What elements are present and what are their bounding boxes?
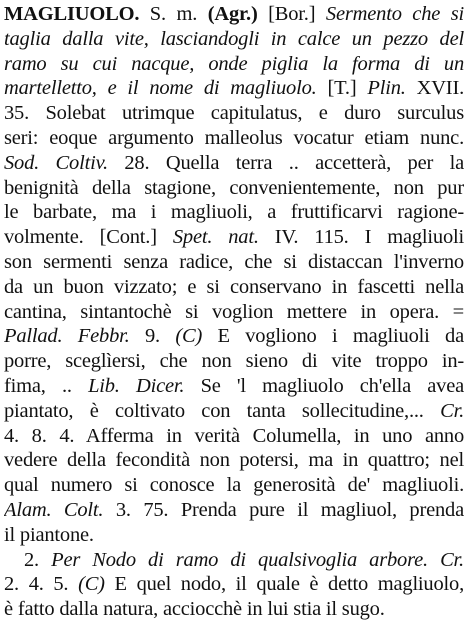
entry-text-segment: (C) [175, 325, 203, 348]
entry-line [4, 101, 464, 126]
entry-text-segment: [T.] [316, 77, 368, 100]
entry-text-segment: seri: eoque argumento malleolus vocatur etiam nunc. [4, 126, 464, 149]
entry-text-segment: 2. [24, 548, 52, 571]
entry-text-segment: 9. [129, 325, 176, 348]
entry-text-segment: da un buon vizzato; e si conservano in fascetti nella [4, 275, 464, 298]
entry-text-segment: martelletto, e il nome di magliuolo. [4, 77, 317, 100]
entry-line [4, 126, 464, 151]
entry-text-segment: il piantone. [4, 523, 94, 546]
entry-line [4, 275, 464, 300]
entry-text-segment: Plin. [367, 77, 406, 100]
entry-line [4, 151, 464, 176]
entry-line [4, 2, 464, 27]
entry-line [4, 76, 464, 101]
entry-line [4, 399, 464, 424]
entry-text-segment: è fatto dalla natura, acciocchè in lui stia il sugo. [4, 598, 385, 621]
entry-line [4, 473, 464, 498]
entry-text-segment: 2. 4. 5. [4, 573, 79, 596]
entry-text-segment: 35. Solebat utrimque capitulatus, e duro surculus [4, 102, 464, 125]
entry-text-segment: piantato, è coltivato con tanta sollecitudine,... [4, 399, 441, 422]
entry-text-segment: E vogliono i magliuoli da [202, 325, 464, 348]
entry-text-segment: (C) [78, 573, 105, 596]
entry-text-segment: 28. Quella terra .. accetterà, per la [107, 151, 464, 174]
entry-text-segment: Cr. [440, 399, 464, 422]
entry-line [4, 448, 464, 473]
entry-text-segment: vedere della fecondità non potersi, ma in quattro; nel [4, 449, 464, 472]
entry-line [4, 250, 464, 275]
headword: MAGLIUOLO. [4, 3, 140, 25]
entry-text-segment: porre, sceglìersi, che non sieno di vite troppo in- [4, 350, 464, 373]
entry-text-segment: Spet. nat. [172, 226, 259, 249]
entry-text-segment: Sod. Coltiv. [4, 151, 108, 174]
entry-text-segment: Alam. Colt. [4, 498, 104, 521]
entry-line [4, 324, 464, 349]
entry-line [4, 176, 464, 201]
entry-line [4, 349, 464, 374]
entry-text-segment: volmente. [Cont.] [4, 226, 173, 249]
entry-line [4, 300, 464, 325]
entry-text-segment: 3. 75. Prenda pure il magliuol, prenda [103, 498, 464, 521]
dictionary-entry [4, 2, 464, 622]
entry-line [4, 523, 464, 548]
entry-text-segment: fima, .. [4, 374, 89, 397]
entry-line [4, 498, 464, 523]
entry-line [4, 597, 464, 622]
entry-line [4, 27, 464, 52]
entry-text-segment: 4. 8. 4. Afferma in verità Columella, in uno anno [4, 424, 464, 447]
entry-line [4, 548, 464, 573]
entry-line [4, 200, 464, 225]
entry-line [4, 374, 464, 399]
entry-text-segment: S. m. [139, 3, 208, 25]
entry-line [4, 52, 464, 77]
entry-text-segment: [Bor.] [257, 3, 326, 25]
entry-text-segment: (Agr.) [207, 3, 258, 25]
entry-text-segment: Lib. Dicer. [88, 374, 185, 397]
entry-line [4, 225, 464, 250]
entry-text-segment: XVII. [405, 77, 464, 100]
entry-text-segment: le barbate, ma i magliuoli, a fruttificarvi ragione- [4, 201, 464, 224]
entry-text-segment: ramo su cui nacque, onde piglia la forma di un [4, 52, 464, 75]
entry-text-segment: Per Nodo di ramo di qualsivoglia arbore. Cr. [51, 548, 464, 571]
entry-text-segment: E quel nodo, il quale è detto magliuolo, [104, 573, 464, 596]
entry-text-segment: qual numero si conosce la generosità de' magliuoli. [4, 474, 464, 497]
entry-text-segment: Se 'l magliuolo ch'ella avea [184, 374, 464, 397]
entry-text-segment: IV. 115. I magliuoli [258, 226, 464, 249]
entry-text-segment: Sermento che si [325, 3, 464, 25]
entry-line [4, 424, 464, 449]
entry-text-segment: son sermenti senza radice, che si distaccan l'inverno [4, 250, 464, 273]
entry-text-segment: taglia dalla vite, lasciandogli in calce un pezzo del [4, 27, 464, 50]
entry-text-segment: Pallad. Febbr. [4, 325, 130, 348]
entry-line [4, 572, 464, 597]
entry-text-segment: benignità della stagione, convenientemente, non pur [4, 176, 464, 199]
entry-text-segment: cantina, sintantochè si voglion mettere in opera. = [4, 300, 464, 323]
